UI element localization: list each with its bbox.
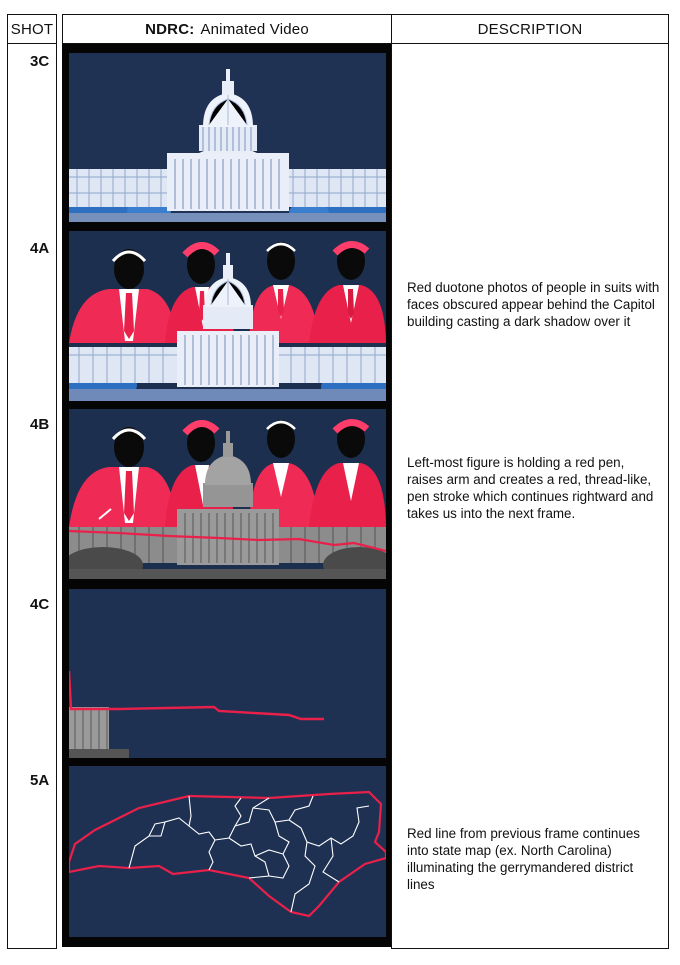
frame-5a xyxy=(69,766,386,937)
shot-label-5a: 5A xyxy=(30,772,50,789)
shot-column xyxy=(7,43,57,949)
frame-3c xyxy=(69,53,386,222)
description-5a: Red line from previous frame continues into state map (ex. North Carolina) illuminating the gerrymandered district lines xyxy=(407,826,640,892)
frame-4b xyxy=(69,409,386,579)
description-column-header xyxy=(391,14,669,44)
description-4b: Left-most figure is holding a red pen, raises arm and creates a red, thread-like, pen stroke which continues rightward and takes us into the next frame. xyxy=(407,455,654,521)
shot-label-3c: 3C xyxy=(30,53,50,70)
frame-4c xyxy=(69,589,386,758)
title-bold: NDRC: xyxy=(145,20,195,38)
storyboard-strip xyxy=(62,44,391,947)
title-rest: Animated Video xyxy=(200,20,309,38)
description-header-text: DESCRIPTION xyxy=(477,20,583,38)
shot-header-text: SHOT xyxy=(10,20,54,38)
description-4a: Red duotone photos of people in suits with faces obscured appear behind the Capitol building casting a dark shadow over it xyxy=(407,280,660,329)
video-column-header xyxy=(62,14,392,44)
shot-label-4b: 4B xyxy=(30,416,50,433)
frame-4a xyxy=(69,231,386,401)
shot-column-header xyxy=(7,14,57,44)
shot-label-4a: 4A xyxy=(30,240,50,257)
shot-label-4c: 4C xyxy=(30,596,50,613)
